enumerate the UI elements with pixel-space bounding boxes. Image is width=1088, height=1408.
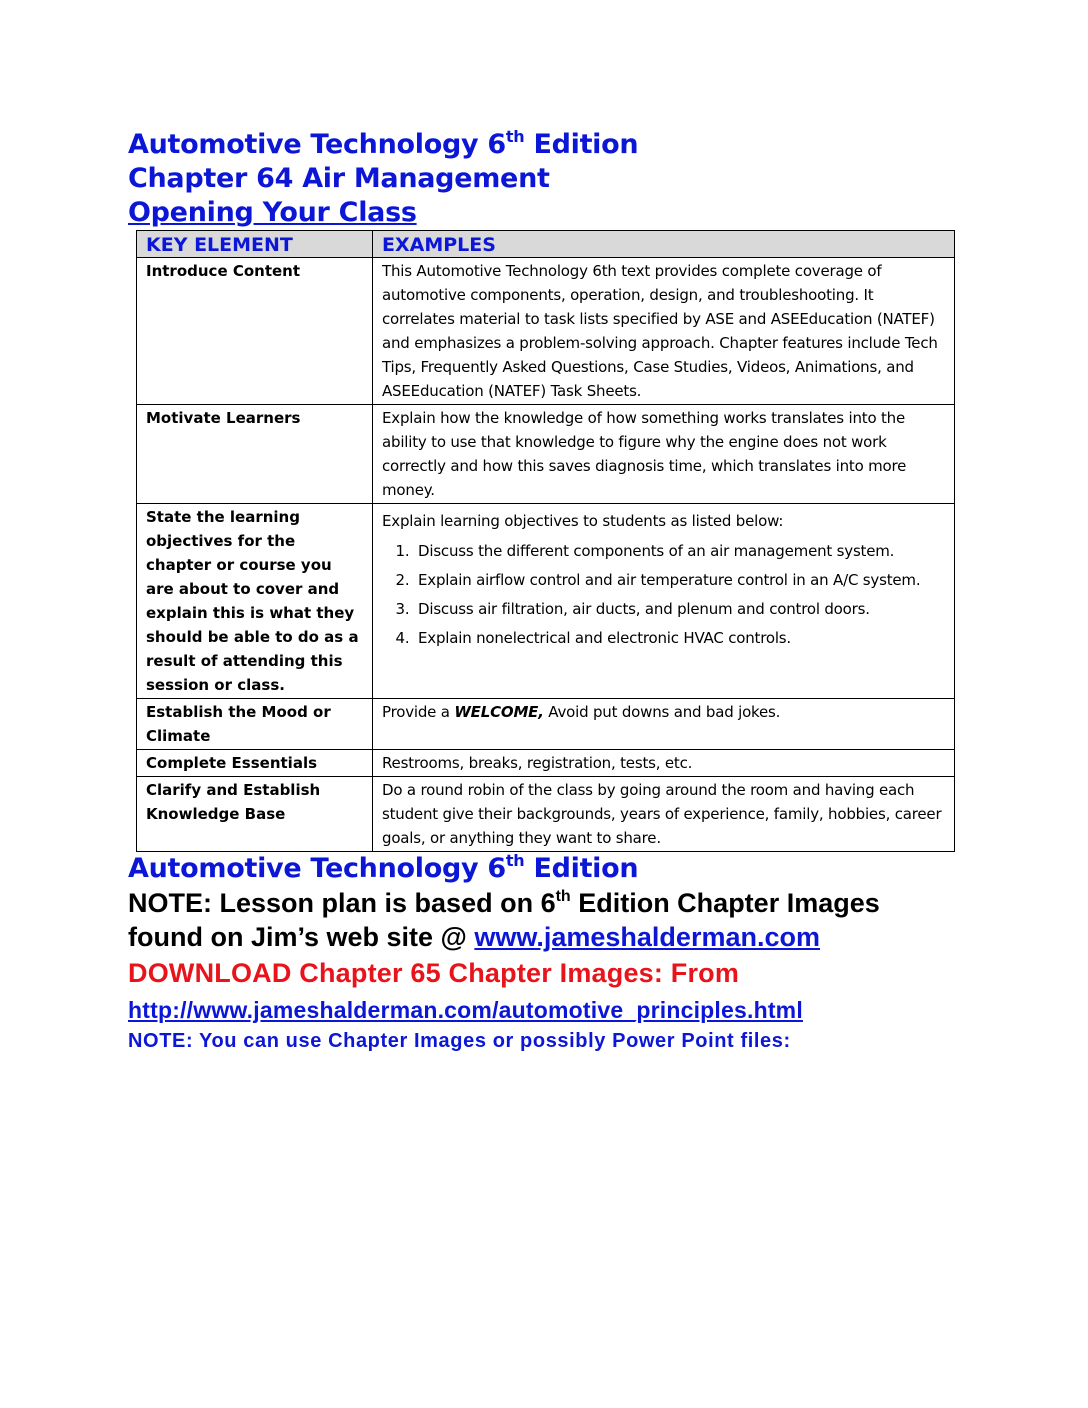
- website-note: found on Jim’s web site @ www.jameshalderman.com: [128, 922, 820, 952]
- table-row: [137, 750, 955, 777]
- section-title-link[interactable]: Opening Your Class: [128, 197, 417, 228]
- key-element-table: [136, 230, 955, 852]
- table-row: [137, 504, 955, 699]
- row-value: Restrooms, breaks, registration, tests, etc.: [373, 750, 955, 777]
- chapter-images-note: NOTE: You can use Chapter Images or possibly Power Point files:: [128, 1030, 791, 1052]
- table-header-row: [137, 231, 955, 258]
- table-row: [137, 699, 955, 750]
- row-value: This Automotive Technology 6th text provides complete coverage of automotive components, operation, design, and troubleshooting. It correlates material to task lists specified by ASE and ASEEducation (NATEF) and emphasizes a problem-solving approach. Chapter features include Tech Tips, Frequently Asked Questions, Case Studies, Videos, Animations, and ASEEducation (NATEF) Task Sheets.: [373, 258, 955, 405]
- footer-title: Automotive Technology 6th Edition: [128, 851, 639, 884]
- column-header-examples: EXAMPLES: [373, 231, 955, 258]
- row-key: Establish the Mood or Climate: [137, 699, 373, 750]
- objectives-list: [382, 539, 945, 650]
- lesson-plan-page: [128, 128, 958, 1054]
- list-item: 2. Explain airflow control and air temperature control in an A/C system.: [414, 568, 945, 592]
- website-link[interactable]: www.jameshalderman.com: [474, 922, 820, 952]
- list-item: 3. Discuss air filtration, air ducts, and plenum and control doors.: [414, 597, 945, 621]
- objectives-intro: Explain learning objectives to students as listed below:: [382, 512, 784, 530]
- welcome-emphasis: WELCOME,: [454, 703, 544, 721]
- row-value: Provide a WELCOME, Avoid put downs and bad jokes.: [373, 699, 955, 750]
- table-row: [137, 258, 955, 405]
- list-item: 4. Explain nonelectrical and electronic HVAC controls.: [414, 626, 945, 650]
- row-key: Clarify and Establish Knowledge Base: [137, 777, 373, 852]
- lesson-plan-note: NOTE: Lesson plan is based on 6th Edition Chapter Images: [128, 888, 880, 918]
- page-title: Automotive Technology 6th Edition: [128, 127, 639, 160]
- column-header-key-element: KEY ELEMENT: [137, 231, 373, 258]
- row-key: State the learning objectives for the chapter or course you are about to cover and explain this is what they should be able to do as a result of attending this session or class.: [137, 504, 373, 699]
- row-key: Introduce Content: [137, 258, 373, 405]
- row-value: Do a round robin of the class by going around the room and having each student give their backgrounds, years of experience, family, hobbies, career goals, or anything they want to share.: [373, 777, 955, 852]
- download-url-link[interactable]: http://www.jameshalderman.com/automotive_principles.html: [128, 997, 803, 1023]
- row-value: Explain how the knowledge of how something works translates into the ability to use that knowledge to figure why the engine does not work correctly and how this saves diagnosis time, which translates into more money.: [373, 405, 955, 504]
- row-value: [373, 504, 955, 699]
- table-row: [137, 405, 955, 504]
- table-row: [137, 777, 955, 852]
- chapter-title: Chapter 64 Air Management: [128, 163, 550, 194]
- download-heading: DOWNLOAD Chapter 65 Chapter Images: From: [128, 958, 740, 988]
- row-key: Complete Essentials: [137, 750, 373, 777]
- list-item: 1. Discuss the different components of an air management system.: [414, 539, 945, 563]
- row-key: Motivate Learners: [137, 405, 373, 504]
